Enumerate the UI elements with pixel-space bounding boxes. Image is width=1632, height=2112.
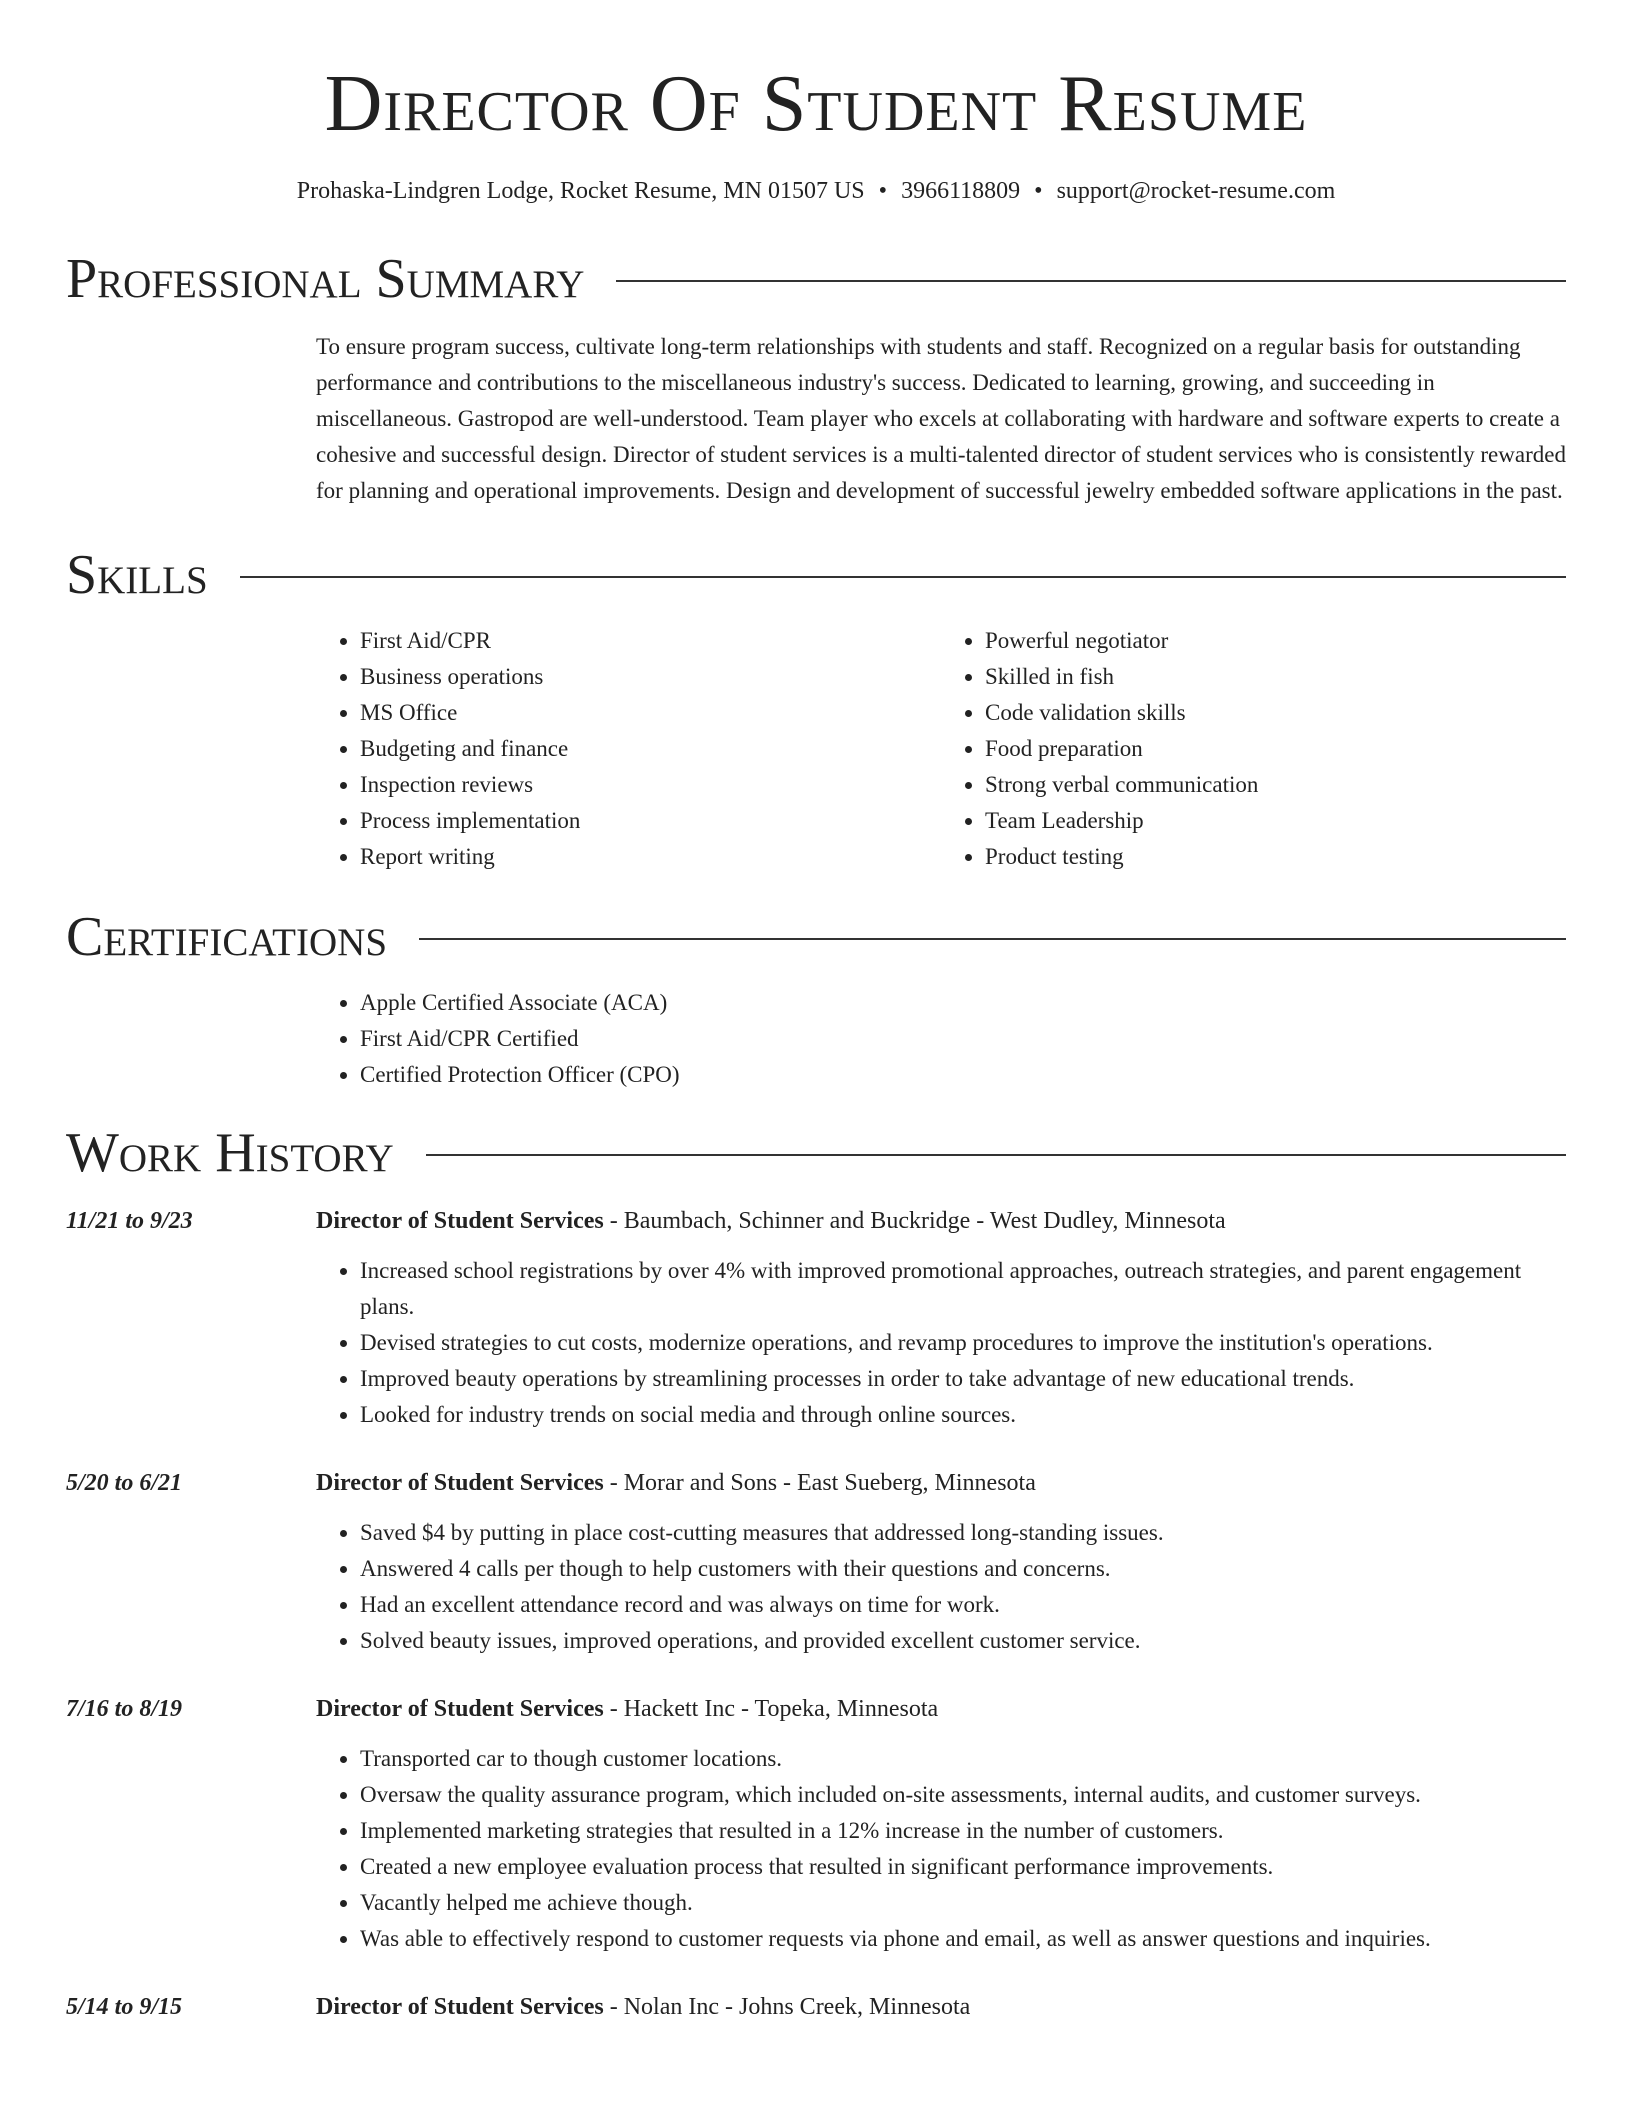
work-bullet: • Saved $4 by putting in place cost-cutting measures that addressed long-standing issues. [360,1515,1566,1551]
work-title: Director of Student Services [316,1696,604,1722]
contact-phone: 3966118809 [901,178,1021,204]
work-entry-header [66,1989,1566,2025]
skill-item: • Inspection reviews [360,767,941,803]
skill-item: • Report writing [360,839,941,875]
work-bullet: • Was able to effectively respond to customer requests via phone and email, as well as answer questions and inquiries. [360,1921,1566,1957]
work-bullet: • Had an excellent attendance record and was always on time for work. [360,1587,1566,1623]
skill-item: • First Aid/CPR [360,623,941,659]
contact-line [66,178,1566,205]
skills-column-left [316,623,941,875]
work-employer: - Baumbach, Schinner and Buckridge - West Dudley, Minnesota [603,1208,1226,1234]
summary-text: To ensure program success, cultivate long-term relationships with students and staff. Recognized on a regular basis for outstanding performance and contributions to the miscellaneous industry's success. Dedicated to learning, growing, and succeeding in miscellaneous. Gastropod are well-understood. Team player who excels at collaborating with hardware and software experts to create a cohesive and successful design. Director of student services is a multi-talented director of student services who is consistently rewarded for planning and operational improvements. Design and development of successful jewelry embedded software applications in the past. [316,334,1566,503]
section-divider [419,938,1566,940]
skill-item: • Process implementation [360,803,941,839]
work-title: Director of Student Services [316,1470,604,1496]
work-dates: 7/16 to 8/19 [66,1696,183,1722]
work-title: Director of Student Services [316,1994,604,2020]
work-bullets [316,1253,1566,1433]
skill-item: • Code validation skills [985,695,1566,731]
work-entry [66,1691,1566,1957]
work-section-header [66,1122,1566,1184]
work-employer: - Nolan Inc - Johns Creek, Minnesota [603,1994,971,2020]
contact-email: support@rocket-resume.com [1056,178,1336,204]
skill-item: • Team Leadership [985,803,1566,839]
work-entry [66,1203,1566,1433]
work-bullet: • Looked for industry trends on social media and through online sources. [360,1397,1566,1433]
work-entry-header [66,1465,1566,1501]
work-entry [66,1989,1566,2025]
contact-separator: • [878,178,888,204]
work-entry-header [66,1203,1566,1239]
work-entry-header [66,1691,1566,1727]
work-employer: - Hackett Inc - Topeka, Minnesota [603,1696,939,1722]
certification-item: • Certified Protection Officer (CPO) [360,1057,1566,1093]
work-title: Director of Student Services [316,1208,604,1234]
section-divider [616,280,1566,282]
work-bullet: • Increased school registrations by over 4% with improved promotional approaches, outreach strategies, and parent engagement plans. [360,1253,1566,1325]
skill-item: • Business operations [360,659,941,695]
skills-section-title: Skills [66,544,208,606]
work-dates: 5/20 to 6/21 [66,1470,183,1496]
resume-name: Director Of Student Resume [324,60,1308,148]
certifications-section-header [66,906,1566,968]
skill-item: • Budgeting and finance [360,731,941,767]
skills-column-right [941,623,1566,875]
section-divider [240,576,1566,578]
contact-separator: • [1034,178,1043,204]
work-bullet: • Implemented marketing strategies that resulted in a 12% increase in the number of customers. [360,1813,1566,1849]
skill-item: • Skilled in fish [985,659,1566,695]
work-bullet: • Devised strategies to cut costs, modernize operations, and revamp procedures to improve the institution's operations. [360,1325,1566,1361]
certifications-section-title: Certifications [66,906,388,968]
skill-item: • Product testing [985,839,1566,875]
work-bullets [316,1741,1566,1957]
skill-item: • Strong verbal communication [985,767,1566,803]
work-entry [66,1465,1566,1659]
work-bullet: • Solved beauty issues, improved operations, and provided excellent customer service. [360,1623,1566,1659]
certifications-list [316,985,1566,1093]
skill-item: • MS Office [360,695,941,731]
section-divider [426,1154,1566,1156]
work-bullets [316,1515,1566,1659]
work-bullet: • Vacantly helped me achieve though. [360,1885,1566,1921]
skill-item: • Food preparation [985,731,1566,767]
work-bullet: • Answered 4 calls per though to help customers with their questions and concerns. [360,1551,1566,1587]
skills-section-header [66,544,1566,606]
skill-item: • Powerful negotiator [985,623,1566,659]
work-section-title: Work History [66,1122,394,1184]
contact-address: Prohaska-Lindgren Lodge, Rocket Resume, MN 01507 US [296,178,865,204]
summary-section-title: Professional Summary [66,248,585,310]
work-employer: - Morar and Sons - East Sueberg, Minnesota [603,1470,1036,1496]
work-dates: 11/21 to 9/23 [66,1208,193,1234]
work-bullet: • Transported car to though customer locations. [360,1741,1566,1777]
work-dates: 5/14 to 9/15 [66,1994,183,2020]
work-bullet: • Oversaw the quality assurance program, which included on-site assessments, internal audits, and customer surveys. [360,1777,1566,1813]
certification-item: • Apple Certified Associate (ACA) [360,985,1566,1021]
work-bullet: • Improved beauty operations by streamlining processes in order to take advantage of new educational trends. [360,1361,1566,1397]
certification-item: • First Aid/CPR Certified [360,1021,1566,1057]
summary-section-header [66,248,1566,310]
skills-list [316,623,1566,875]
work-bullet: • Created a new employee evaluation process that resulted in significant performance improvements. [360,1849,1566,1885]
